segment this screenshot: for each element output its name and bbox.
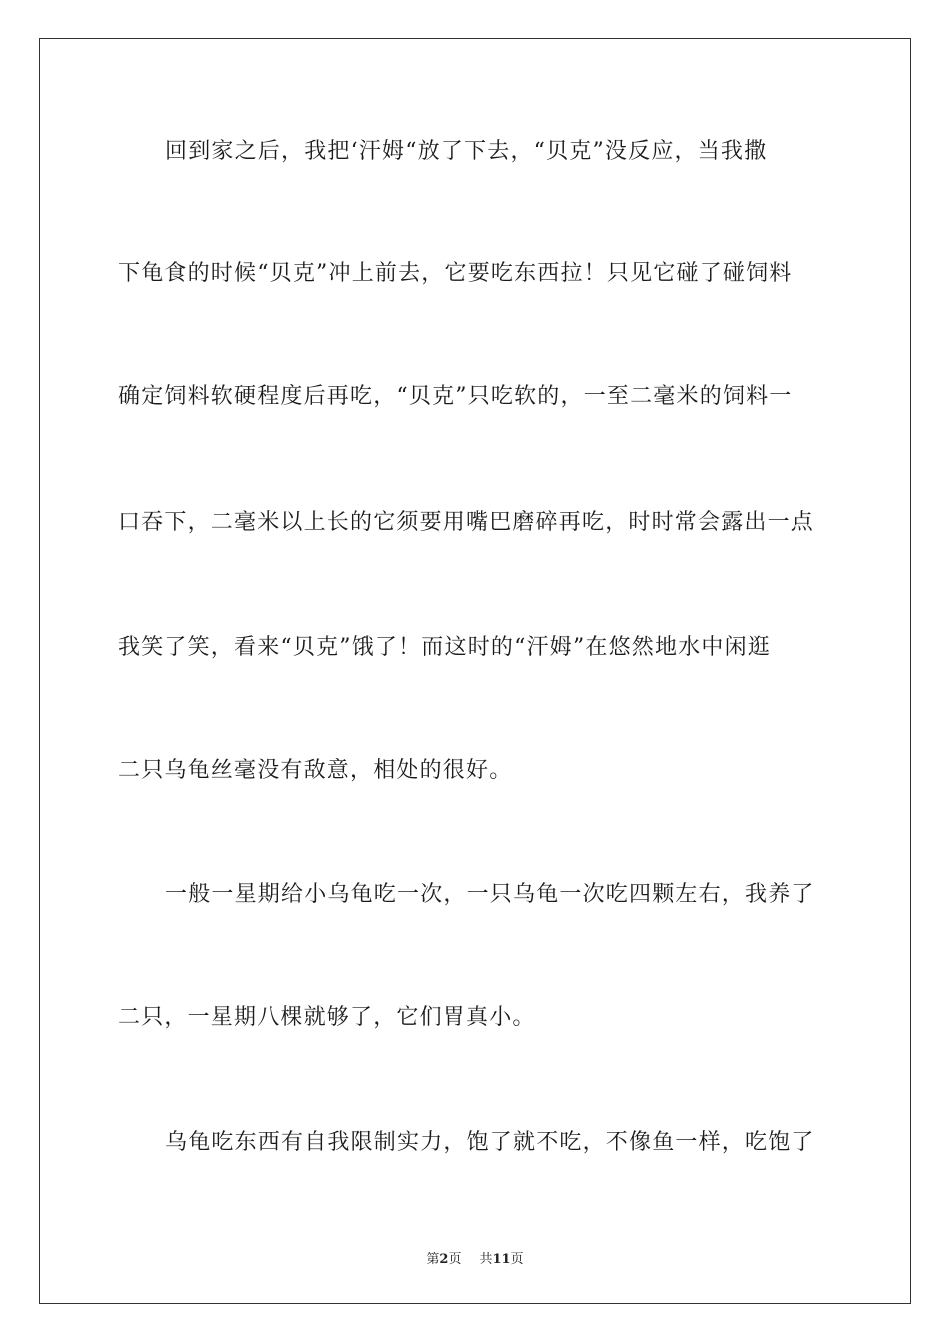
page-footer: [0, 1248, 950, 1267]
text-line-4: 口吞下，二毫米以上长的它须要用嘴巴磨碎再吃，时时常会露出一点: [118, 510, 815, 535]
page-unit: 页: [448, 1252, 462, 1267]
text-line-6: 二只乌龟丝毫没有敌意，相处的很好。: [118, 758, 513, 783]
text-line-9: 乌龟吃东西有自我限制实力，饱了就不吃，不像鱼一样，吃饱了: [165, 1130, 815, 1155]
text-line-5: 我笑了笑，看来“贝克”饿了！而这时的“汗姆”在悠然地水中闲逛: [118, 635, 771, 660]
text-line-3: 确定饲料软硬程度后再吃，“贝克”只吃软的，一至二毫米的饲料一: [118, 384, 793, 409]
total-prefix: 共: [479, 1252, 493, 1267]
text-line-2: 下龟食的时候“贝克”冲上前去，它要吃东西拉！只见它碰了碰饲料: [118, 261, 793, 286]
total-unit: 页: [510, 1252, 524, 1267]
total-page-number: 11: [492, 1252, 511, 1267]
page-border: [39, 38, 911, 1304]
page-prefix: 第: [426, 1252, 440, 1267]
current-page-number: 2: [439, 1252, 449, 1267]
text-line-1: 回到家之后，我把‘汗姆“放了下去，“贝克”没反应，当我撒: [165, 139, 768, 164]
text-line-8: 二只，一星期八棵就够了，它们胃真小。: [118, 1005, 536, 1030]
text-line-7: 一般一星期给小乌龟吃一次，一只乌龟一次吃四颗左右，我养了: [165, 882, 815, 907]
